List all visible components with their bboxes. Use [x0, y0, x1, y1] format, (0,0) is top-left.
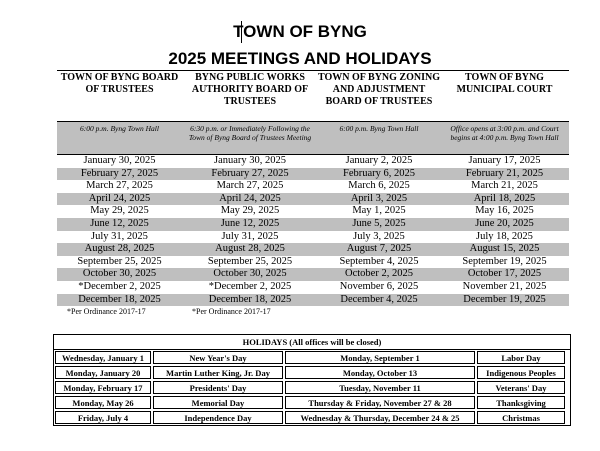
schedule-row	[57, 231, 569, 244]
schedule-row	[57, 218, 569, 231]
schedule-row	[57, 256, 569, 269]
holidays-table	[53, 334, 571, 426]
date-public-works: March 27, 2025	[216, 180, 284, 192]
date-municipal-court: October 17, 2025	[467, 268, 542, 280]
date-public-works: *December 2, 2025	[208, 280, 292, 292]
header-board-of-trustees: TOWN OF BYNG BOARD OF TRUSTEES	[60, 72, 179, 95]
holiday-name: Memorial Day	[153, 396, 283, 409]
date-municipal-court: May 16, 2025	[475, 205, 534, 217]
date-public-works: April 24, 2025	[219, 192, 281, 204]
holiday-name: Presidents' Day	[153, 381, 283, 394]
date-zoning-board: March 6, 2025	[348, 180, 410, 192]
date-zoning-board: November 6, 2025	[339, 280, 419, 292]
date-board-of-trustees: June 12, 2025	[90, 217, 149, 229]
date-board-of-trustees: January 30, 2025	[83, 155, 156, 166]
date-zoning-board: December 4, 2025	[340, 293, 418, 305]
holiday-row	[54, 365, 570, 380]
schedule-row	[57, 205, 569, 218]
note-board-of-trustees: 6:00 p.m. Byng Town Hall	[80, 124, 159, 133]
header-municipal-court: TOWN OF BYNG MUNICIPAL COURT	[456, 72, 553, 95]
schedule-row	[57, 268, 569, 281]
holiday-name: Veterans' Day	[477, 381, 565, 394]
date-board-of-trustees: October 30, 2025	[82, 268, 157, 280]
holiday-date: Thursday & Friday, November 27 & 28	[285, 396, 475, 409]
date-municipal-court: July 18, 2025	[476, 230, 533, 242]
holiday-date: Wednesday & Thursday, December 24 & 25	[285, 411, 475, 424]
holiday-date: Friday, July 4	[55, 411, 151, 424]
holiday-row	[54, 380, 570, 395]
footnote-board-of-trustees: *Per Ordinance 2017-17	[67, 307, 146, 317]
date-municipal-court: December 19, 2025	[463, 293, 546, 305]
date-public-works: December 18, 2025	[208, 293, 292, 305]
date-public-works: February 27, 2025	[211, 167, 289, 179]
date-public-works: July 31, 2025	[221, 230, 279, 242]
date-board-of-trustees: August 28, 2025	[84, 243, 155, 255]
date-municipal-court: April 18, 2025	[473, 192, 536, 204]
date-municipal-court: November 21, 2025	[462, 280, 547, 292]
date-zoning-board: October 2, 2025	[345, 268, 413, 280]
date-board-of-trustees: April 24, 2025	[88, 192, 151, 204]
holiday-date: Monday, May 26	[55, 396, 151, 409]
schedule-footnote-row	[57, 306, 569, 318]
date-zoning-board: January 2, 2025	[345, 155, 413, 166]
holiday-date: Monday, September 1	[285, 351, 475, 364]
date-municipal-court: March 21, 2025	[471, 180, 538, 192]
footnote-public-works: *Per Ordinance 2017-17	[192, 307, 271, 317]
holidays-title: HOLIDAYS (All offices will be closed)	[54, 335, 570, 350]
date-board-of-trustees: February 27, 2025	[80, 167, 159, 179]
header-public-works: BYNG PUBLIC WORKS AUTHORITY BOARD OF TRUSTEES	[191, 72, 309, 107]
schedule-header-row	[57, 70, 569, 121]
schedule-row	[57, 294, 569, 307]
footnote-zoning-board	[318, 306, 440, 318]
holiday-date: Monday, February 17	[55, 381, 151, 394]
meeting-schedule-table	[57, 70, 569, 318]
date-municipal-court: January 17, 2025	[468, 155, 541, 166]
date-board-of-trustees: March 27, 2025	[86, 180, 153, 192]
date-municipal-court: February 21, 2025	[465, 167, 544, 179]
schedule-row	[57, 180, 569, 193]
date-zoning-board: April 3, 2025	[350, 192, 408, 204]
holiday-name: Christmas	[477, 411, 565, 424]
date-board-of-trustees: September 25, 2025	[77, 255, 162, 267]
page-subtitle: 2025 MEETINGS AND HOLIDAYS	[168, 49, 432, 68]
holiday-name: Labor Day	[477, 351, 565, 364]
date-zoning-board: June 5, 2025	[352, 217, 406, 229]
holiday-name: Martin Luther King, Jr. Day	[153, 366, 283, 379]
schedule-date-rows	[57, 155, 569, 306]
date-public-works: May 29, 2025	[220, 205, 280, 217]
holiday-name: New Year's Day	[153, 351, 283, 364]
holiday-date: Wednesday, January 1	[55, 351, 151, 364]
page-title: TOWN OF BYNG	[233, 22, 367, 41]
date-municipal-court: August 15, 2025	[469, 243, 540, 255]
holiday-name: Independence Day	[153, 411, 283, 424]
holiday-date: Tuesday, November 11	[285, 381, 475, 394]
holiday-row	[54, 350, 570, 365]
date-zoning-board: August 7, 2025	[346, 243, 412, 255]
date-board-of-trustees: *December 2, 2025	[78, 280, 161, 292]
note-public-works: 6:30 p.m. or Immediately Following the Town of Byng Board of Trustees Meeting	[188, 124, 312, 142]
date-public-works: September 25, 2025	[207, 255, 293, 267]
schedule-row	[57, 193, 569, 206]
date-zoning-board: February 6, 2025	[342, 167, 416, 179]
footnote-municipal-court	[440, 306, 569, 318]
date-board-of-trustees: December 18, 2025	[78, 293, 161, 305]
date-zoning-board: September 4, 2025	[339, 255, 419, 267]
date-municipal-court: June 20, 2025	[475, 217, 534, 229]
holiday-name: Thanksgiving	[477, 396, 565, 409]
date-public-works: January 30, 2025	[213, 155, 287, 166]
holiday-name: Indigenous Peoples	[477, 366, 565, 379]
holidays-rows	[54, 350, 570, 425]
date-board-of-trustees: July 31, 2025	[91, 230, 148, 242]
header-zoning-board: TOWN OF BYNG ZONING AND ADJUSTMENT BOARD OF TRUSTEES	[318, 72, 440, 107]
schedule-row	[57, 281, 569, 294]
schedule-row	[57, 155, 569, 168]
date-public-works: June 12, 2025	[220, 217, 280, 229]
date-municipal-court: September 19, 2025	[462, 255, 547, 267]
date-zoning-board: May 1, 2025	[352, 205, 406, 217]
date-board-of-trustees: May 29, 2025	[90, 205, 149, 217]
schedule-row	[57, 168, 569, 181]
date-zoning-board: July 3, 2025	[353, 230, 405, 242]
holiday-date: Monday, January 20	[55, 366, 151, 379]
date-public-works: October 30, 2025	[213, 268, 287, 280]
schedule-notes-row	[57, 121, 569, 155]
holiday-row	[54, 395, 570, 410]
note-zoning-board: 6:00 p.m. Byng Town Hall	[339, 124, 419, 133]
holiday-row	[54, 410, 570, 425]
schedule-row	[57, 243, 569, 256]
holiday-date: Monday, October 13	[285, 366, 475, 379]
note-municipal-court: Office opens at 3:00 p.m. and Court begins at 4:00 p.m. Byng Town Hall	[450, 124, 559, 142]
date-public-works: August 28, 2025	[215, 243, 285, 255]
